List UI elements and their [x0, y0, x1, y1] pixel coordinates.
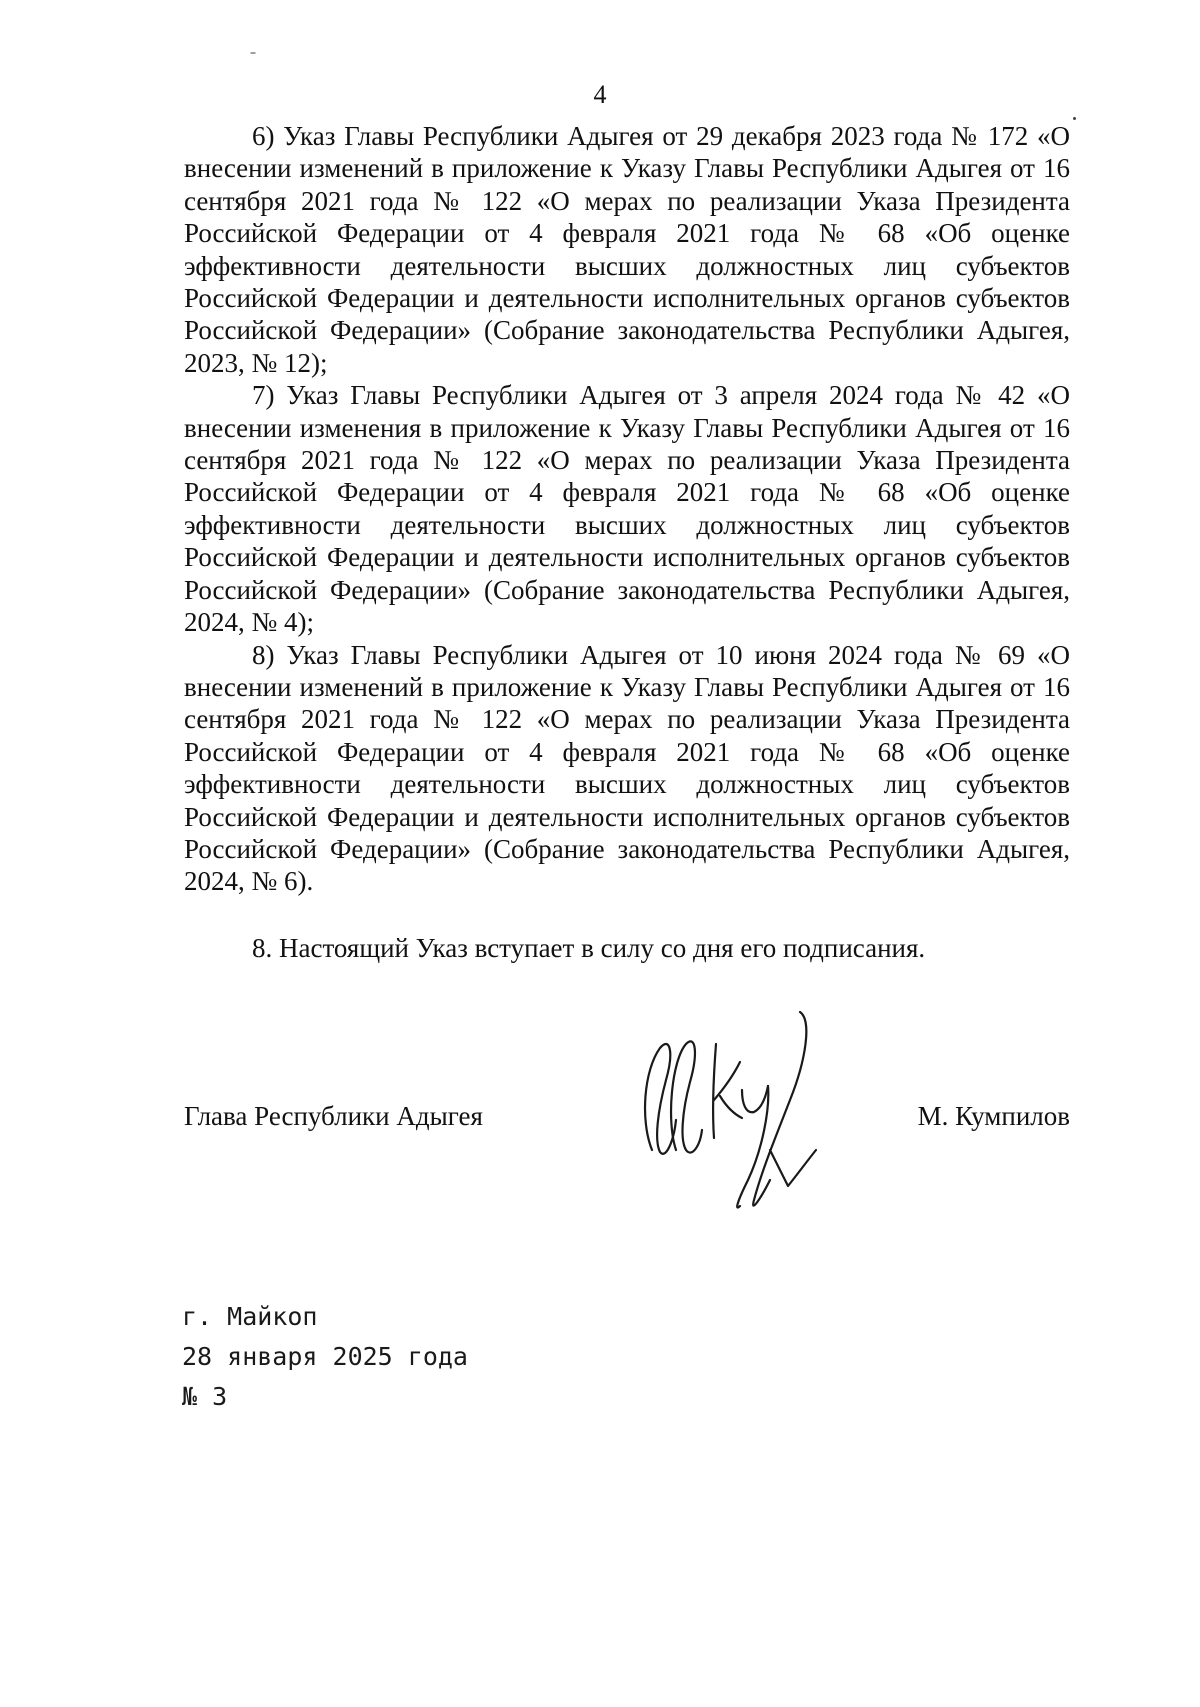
list-item-7: 7) Указ Главы Республики Адыгея от 3 апреля 2024 года № 42 «О внесении изменения в приложение к Указу Главы Республики Адыгея от 16 сентября 2021 года № 122 «О мерах по реализации Указа Президента Российской Федерации от 4 февраля 2021 года № 68 «Об оценке эффективности деятельности высших должностных лиц субъектов Российской Федерации и деятельности исполнительных органов субъектов Российской Федерации» (Собрание законодательства Республики Адыгея, 2024, № 4);: [184, 380, 1070, 638]
footer-city: г. Майкоп: [182, 1302, 318, 1331]
footer-date: 28 января 2025 года: [182, 1342, 468, 1371]
document-body: [184, 120, 1070, 964]
list-item-6: 6) Указ Главы Республики Адыгея от 29 декабря 2023 года № 172 «О внесении изменений в приложение к Указу Главы Республики Адыгея от 16 сентября 2021 года № 122 «О мерах по реализации Указа Президента Российской Федерации от 4 февраля 2021 года № 68 «Об оценке эффективности деятельности высших должностных лиц субъектов Российской Федерации и деятельности исполнительных органов субъектов Российской Федерации» (Собрание законодательства Республики Адыгея, 2023, № 12);: [184, 121, 1070, 378]
footer-number: № 3: [182, 1382, 228, 1411]
signatory-title: Глава Республики Адыгея: [184, 1101, 483, 1131]
scan-speck: [250, 52, 256, 54]
signature-block: [184, 1100, 1070, 1140]
document-footer: [182, 1297, 468, 1417]
page-number: 4: [593, 80, 607, 109]
list-item-8: 8) Указ Главы Республики Адыгея от 10 июня 2024 года № 69 «О внесении изменений в приложение к Указу Главы Республики Адыгея от 16 сентября 2021 года № 122 «О мерах по реализации Указа Президента Российской Федерации от 4 февраля 2021 года № 68 «Об оценке эффективности деятельности высших должностных лиц субъектов Российской Федерации и деятельности исполнительных органов субъектов Российской Федерации» (Собрание законодательства Республики Адыгея, 2024, № 6).: [184, 639, 1070, 897]
handwritten-signature: [630, 1000, 830, 1230]
scan-speck: [1073, 117, 1076, 120]
signatory-name: М. Кумпилов: [917, 1101, 1070, 1131]
closing-clause: 8. Настоящий Указ вступает в силу со дня его подписания.: [252, 932, 926, 963]
